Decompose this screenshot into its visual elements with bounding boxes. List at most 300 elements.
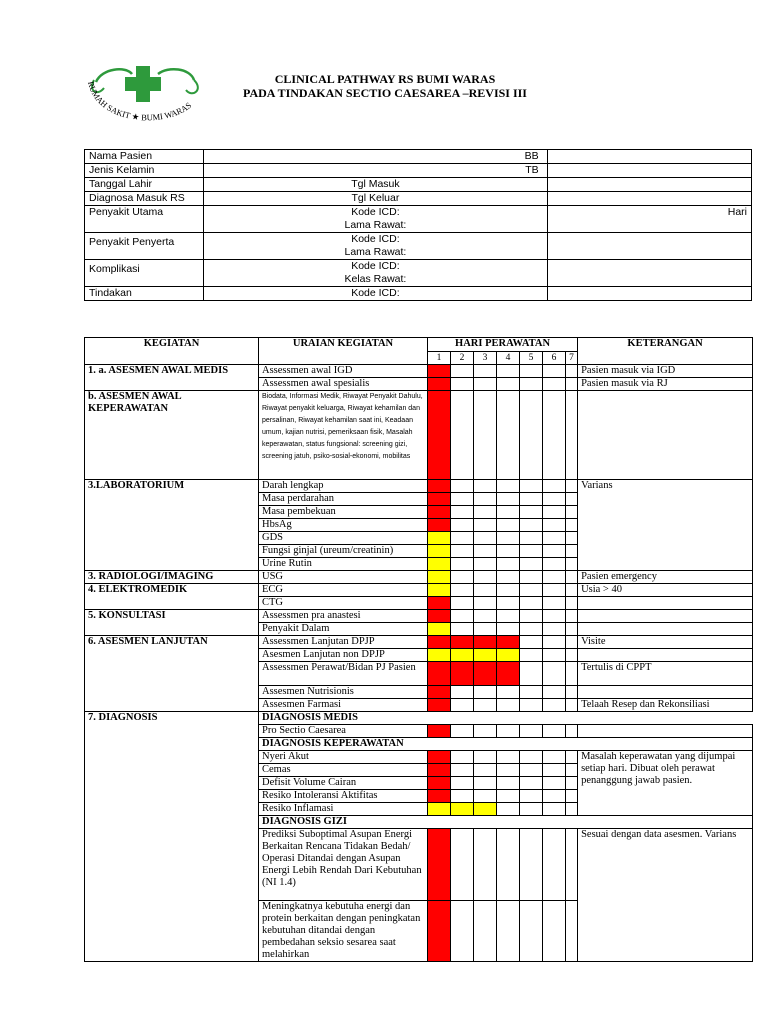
kegiatan-radiologi: 3. RADIOLOGI/IMAGING	[85, 571, 259, 584]
day-cell[interactable]	[428, 532, 451, 545]
label-tanggal-lahir: Tanggal Lahir	[85, 178, 204, 192]
logo-text: RUMAH SAKIT ★ BUMI WARAS	[85, 80, 194, 123]
uraian-cell: Cemas	[259, 764, 428, 777]
day-cell[interactable]	[497, 901, 520, 962]
day-cell[interactable]	[497, 623, 520, 636]
day-cell[interactable]	[497, 636, 520, 649]
day-cell[interactable]	[474, 365, 497, 378]
day-cell[interactable]	[497, 829, 520, 901]
day-cell[interactable]	[428, 493, 451, 506]
keterangan-cell: Pasien masuk via RJ	[578, 378, 753, 391]
day-cell[interactable]	[497, 584, 520, 597]
day-cell[interactable]	[451, 790, 474, 803]
day-cell[interactable]	[543, 584, 566, 597]
day-cell[interactable]	[543, 545, 566, 558]
keterangan-cell	[578, 597, 753, 610]
col-kegiatan: KEGIATAN	[85, 338, 259, 365]
table-row	[85, 164, 752, 178]
table-row	[85, 584, 753, 597]
label-jenis-kelamin: Jenis Kelamin	[85, 164, 204, 178]
keterangan-cell: Pasien masuk via IGD	[578, 365, 753, 378]
day-cell[interactable]	[451, 571, 474, 584]
uraian-cell: USG	[259, 571, 428, 584]
field-komplikasi[interactable]	[547, 260, 751, 287]
day-cell[interactable]	[428, 649, 451, 662]
day-cell[interactable]	[520, 493, 543, 506]
day-cell[interactable]	[497, 545, 520, 558]
day-cell[interactable]	[497, 725, 520, 738]
hospital-logo-icon	[82, 62, 208, 132]
day-cell[interactable]	[428, 545, 451, 558]
day-cell[interactable]	[428, 764, 451, 777]
label-kode-icd	[204, 260, 548, 287]
lama-rawat-text: Lama Rawat:	[344, 219, 407, 231]
day-cell[interactable]	[497, 699, 520, 712]
uraian-cell: Assessmen awal IGD	[259, 365, 428, 378]
day-cell[interactable]	[566, 558, 578, 571]
field-tb[interactable]	[547, 164, 751, 178]
uraian-cell: Biodata, Informasi Medik, Riwayat Penyakit Dahulu, Riwayat penyakit keluarga, Riwayat kehamilan dan persalinan, Riwayat kehamilan saat ini, Keadaan umum, kajian nutrisi, pemeriksaan fisik, Masalah keperawatan, status fungsional: screening gizi, screening jatuh, psiko-sosial-ekonomi, mobilitas	[259, 391, 428, 480]
kegiatan-asesmen-awal-medis: 1. a. ASESMEN AWAL MEDIS	[85, 365, 259, 391]
day-cell[interactable]	[566, 571, 578, 584]
day-cell[interactable]	[520, 751, 543, 764]
day-cell[interactable]	[497, 391, 520, 480]
day-cell[interactable]	[474, 597, 497, 610]
keterangan-cell: Pasien emergency	[578, 571, 753, 584]
day-cell[interactable]	[474, 901, 497, 962]
day-cell[interactable]	[566, 725, 578, 738]
day-cell[interactable]	[543, 519, 566, 532]
day-cell[interactable]	[497, 519, 520, 532]
day-cell[interactable]	[428, 901, 451, 962]
uraian-cell: Nyeri Akut	[259, 751, 428, 764]
day-cell[interactable]	[428, 686, 451, 699]
day-cell[interactable]	[451, 699, 474, 712]
day-cell[interactable]	[428, 725, 451, 738]
day-cell[interactable]	[520, 829, 543, 901]
day-cell[interactable]	[451, 636, 474, 649]
label-hari: Hari	[547, 206, 751, 233]
lama-rawat-text: Lama Rawat:	[344, 246, 407, 258]
day-cell[interactable]	[566, 532, 578, 545]
day-cell[interactable]	[543, 790, 566, 803]
day-cell[interactable]	[566, 662, 578, 686]
day-cell[interactable]	[474, 751, 497, 764]
uraian-cell: Penyakit Dalam	[259, 623, 428, 636]
day-cell[interactable]	[543, 506, 566, 519]
title-line-2: PADA TINDAKAN SECTIO CAESAREA –REVISI III	[243, 86, 527, 100]
day-cell[interactable]	[520, 662, 543, 686]
day-cell[interactable]	[520, 725, 543, 738]
day-cell[interactable]	[497, 532, 520, 545]
day-cell[interactable]	[520, 365, 543, 378]
keterangan-cell	[578, 649, 753, 662]
day-cell[interactable]	[451, 584, 474, 597]
day-cell[interactable]	[520, 519, 543, 532]
day-cell[interactable]	[474, 662, 497, 686]
uraian-cell: Asesmen Lanjutan non DPJP	[259, 649, 428, 662]
day-cell[interactable]	[520, 584, 543, 597]
label-diagnosa-masuk: Diagnosa Masuk RS	[85, 192, 204, 206]
label-penyakit-utama: Penyakit Utama	[85, 206, 204, 233]
uraian-cell: Assessmen pra anastesi	[259, 610, 428, 623]
day-cell[interactable]	[543, 803, 566, 816]
field-tgl-masuk[interactable]	[547, 178, 751, 192]
label-kode-icd	[204, 206, 548, 233]
day-cell[interactable]	[428, 365, 451, 378]
day-cell[interactable]	[497, 777, 520, 790]
keterangan-cell	[578, 610, 753, 623]
day-cell[interactable]	[520, 571, 543, 584]
day-cell[interactable]	[497, 751, 520, 764]
kode-icd-text: Kode ICD:	[351, 260, 400, 272]
day-cell[interactable]	[520, 480, 543, 493]
day-cell[interactable]	[566, 480, 578, 493]
day-cell[interactable]	[451, 506, 474, 519]
day-cell[interactable]	[520, 378, 543, 391]
day-cell[interactable]	[428, 480, 451, 493]
uraian-cell: Meningkatnya kebutuha energi dan protein berkaitan dengan peningkatan kebutuhan ditandai dengan pembedahan seksio sesarea saat melahirkan	[259, 901, 428, 962]
day-cell[interactable]	[451, 649, 474, 662]
day-cell[interactable]	[428, 777, 451, 790]
day-number: 5	[520, 352, 543, 365]
uraian-cell: HbsAg	[259, 519, 428, 532]
day-cell[interactable]	[520, 558, 543, 571]
title-line-1: CLINICAL PATHWAY RS BUMI WARAS	[274, 72, 496, 86]
day-cell[interactable]	[566, 803, 578, 816]
day-cell[interactable]	[543, 649, 566, 662]
day-cell[interactable]	[566, 365, 578, 378]
komplikasi-text: Komplikasi	[89, 263, 140, 275]
table-header-row	[85, 338, 753, 352]
day-cell[interactable]	[497, 597, 520, 610]
day-cell[interactable]	[543, 597, 566, 610]
section-diagnosis-gizi: DIAGNOSIS GIZI	[259, 816, 753, 829]
day-cell[interactable]	[474, 545, 497, 558]
field-bb[interactable]	[547, 150, 751, 164]
day-cell[interactable]	[520, 597, 543, 610]
day-cell[interactable]	[520, 777, 543, 790]
uraian-cell: Prediksi Suboptimal Asupan Energi Berkaitan Rencana Tidakan Bedah/ Operasi Ditandai dengan Asupan Energi Lebih Rendah Dari Kebutuhan (NI 1.4)	[259, 829, 428, 901]
day-cell[interactable]	[474, 506, 497, 519]
label-tb: TB	[204, 164, 548, 178]
day-cell[interactable]	[474, 584, 497, 597]
day-cell[interactable]	[428, 790, 451, 803]
day-cell[interactable]	[566, 391, 578, 480]
day-cell[interactable]	[520, 623, 543, 636]
day-cell[interactable]	[428, 829, 451, 901]
day-cell[interactable]	[497, 480, 520, 493]
day-cell[interactable]	[474, 649, 497, 662]
day-cell[interactable]	[566, 493, 578, 506]
day-cell[interactable]	[497, 790, 520, 803]
day-cell[interactable]	[451, 378, 474, 391]
day-cell[interactable]	[474, 519, 497, 532]
day-cell[interactable]	[474, 558, 497, 571]
day-cell[interactable]	[474, 699, 497, 712]
day-cell[interactable]	[474, 623, 497, 636]
day-cell[interactable]	[543, 686, 566, 699]
col-keterangan: KETERANGAN	[578, 338, 753, 365]
day-cell[interactable]	[451, 725, 474, 738]
day-cell[interactable]	[520, 764, 543, 777]
day-cell[interactable]	[543, 493, 566, 506]
label-tgl-keluar: Tgl Keluar	[204, 192, 548, 206]
uraian-cell: Pro Sectio Caesarea	[259, 725, 428, 738]
day-cell[interactable]	[451, 803, 474, 816]
day-cell[interactable]	[497, 378, 520, 391]
section-diagnosis-keperawatan: DIAGNOSIS KEPERAWATAN	[259, 738, 753, 751]
day-cell[interactable]	[451, 777, 474, 790]
day-cell[interactable]	[451, 532, 474, 545]
day-cell[interactable]	[497, 610, 520, 623]
day-cell[interactable]	[543, 829, 566, 901]
day-cell[interactable]	[566, 829, 578, 901]
day-cell[interactable]	[428, 623, 451, 636]
day-cell[interactable]	[474, 391, 497, 480]
col-hari-perawatan: HARI PERAWATAN	[428, 338, 578, 352]
uraian-cell: Masa perdarahan	[259, 493, 428, 506]
day-cell[interactable]	[497, 506, 520, 519]
day-cell[interactable]	[566, 519, 578, 532]
day-cell[interactable]	[543, 777, 566, 790]
day-cell[interactable]	[451, 623, 474, 636]
label-tgl-masuk: Tgl Masuk	[204, 178, 548, 192]
day-number: 3	[474, 352, 497, 365]
day-cell[interactable]	[566, 597, 578, 610]
field-tgl-keluar[interactable]	[547, 192, 751, 206]
day-cell[interactable]	[566, 378, 578, 391]
day-cell[interactable]	[520, 699, 543, 712]
label-kode-icd: Kode ICD:	[204, 287, 548, 301]
day-cell[interactable]	[543, 636, 566, 649]
clinical-pathway-table	[84, 337, 753, 962]
day-cell[interactable]	[451, 545, 474, 558]
day-cell[interactable]	[474, 493, 497, 506]
uraian-cell: Urine Rutin	[259, 558, 428, 571]
day-cell[interactable]	[428, 584, 451, 597]
day-cell[interactable]	[451, 610, 474, 623]
table-row	[85, 636, 753, 649]
keterangan-cell: Varians	[578, 480, 753, 571]
day-cell[interactable]	[520, 649, 543, 662]
day-cell[interactable]	[543, 532, 566, 545]
day-cell[interactable]	[520, 391, 543, 480]
day-cell[interactable]	[474, 725, 497, 738]
kegiatan-diagnosis: 7. DIAGNOSIS	[85, 712, 259, 962]
day-number: 2	[451, 352, 474, 365]
day-cell[interactable]	[543, 725, 566, 738]
day-cell[interactable]	[520, 506, 543, 519]
day-number: 4	[497, 352, 520, 365]
day-cell[interactable]	[428, 699, 451, 712]
day-cell[interactable]	[428, 571, 451, 584]
day-cell[interactable]	[497, 558, 520, 571]
day-cell[interactable]	[428, 662, 451, 686]
day-cell[interactable]	[428, 506, 451, 519]
field-tindakan[interactable]	[547, 287, 751, 301]
day-cell[interactable]	[497, 649, 520, 662]
day-cell[interactable]	[474, 378, 497, 391]
day-cell[interactable]	[543, 378, 566, 391]
day-cell[interactable]	[451, 391, 474, 480]
day-cell[interactable]	[543, 365, 566, 378]
penyakit-penyerta-text: Penyakit Penyerta	[89, 236, 175, 248]
table-row	[85, 192, 752, 206]
day-cell[interactable]	[497, 764, 520, 777]
day-cell[interactable]	[474, 686, 497, 699]
day-cell[interactable]	[566, 751, 578, 764]
document-title	[200, 72, 570, 100]
day-cell[interactable]	[474, 777, 497, 790]
day-cell[interactable]	[520, 636, 543, 649]
day-cell[interactable]	[428, 803, 451, 816]
day-cell[interactable]	[566, 790, 578, 803]
day-cell[interactable]	[497, 571, 520, 584]
day-cell[interactable]	[543, 662, 566, 686]
day-cell[interactable]	[497, 662, 520, 686]
table-row	[85, 610, 753, 623]
day-cell[interactable]	[566, 777, 578, 790]
day-cell[interactable]	[566, 649, 578, 662]
day-cell[interactable]	[451, 829, 474, 901]
day-cell[interactable]	[520, 545, 543, 558]
day-cell[interactable]	[428, 597, 451, 610]
day-cell[interactable]	[566, 764, 578, 777]
day-cell[interactable]	[451, 662, 474, 686]
day-cell[interactable]	[566, 610, 578, 623]
day-cell[interactable]	[451, 480, 474, 493]
label-tindakan: Tindakan	[85, 287, 204, 301]
kegiatan-laboratorium: 3.LABORATORIUM	[85, 480, 259, 571]
day-cell[interactable]	[566, 901, 578, 962]
table-row	[85, 150, 752, 164]
day-cell[interactable]	[543, 623, 566, 636]
day-cell[interactable]	[520, 790, 543, 803]
day-cell[interactable]	[543, 480, 566, 493]
day-cell[interactable]	[566, 623, 578, 636]
day-cell[interactable]	[451, 901, 474, 962]
day-cell[interactable]	[428, 519, 451, 532]
label-penyakit-penyerta	[85, 233, 204, 260]
uraian-cell: ECG	[259, 584, 428, 597]
day-cell[interactable]	[566, 686, 578, 699]
uraian-cell: CTG	[259, 597, 428, 610]
table-row	[85, 480, 753, 493]
day-cell[interactable]	[566, 584, 578, 597]
day-cell[interactable]	[451, 365, 474, 378]
label-kode-icd	[204, 233, 548, 260]
day-cell[interactable]	[474, 610, 497, 623]
uraian-cell: Defisit Volume Cairan	[259, 777, 428, 790]
day-cell[interactable]	[428, 751, 451, 764]
field-penyakit-penyerta[interactable]	[547, 233, 751, 260]
patient-info-table	[84, 149, 752, 301]
day-cell[interactable]	[520, 532, 543, 545]
day-cell[interactable]	[428, 636, 451, 649]
day-cell[interactable]	[520, 901, 543, 962]
day-number: 6	[543, 352, 566, 365]
day-cell[interactable]	[451, 558, 474, 571]
day-cell[interactable]	[451, 686, 474, 699]
keterangan-cell	[578, 686, 753, 699]
day-cell[interactable]	[543, 901, 566, 962]
day-cell[interactable]	[520, 803, 543, 816]
day-cell[interactable]	[543, 764, 566, 777]
day-cell[interactable]	[474, 764, 497, 777]
table-row	[85, 206, 752, 233]
day-cell[interactable]	[474, 532, 497, 545]
uraian-cell: GDS	[259, 532, 428, 545]
keterangan-cell	[578, 391, 753, 480]
day-cell[interactable]	[428, 378, 451, 391]
day-cell[interactable]	[428, 610, 451, 623]
kegiatan-konsultasi: 5. KONSULTASI	[85, 610, 259, 636]
keterangan-cell: Sesuai dengan data asesmen. Varians	[578, 829, 753, 962]
uraian-cell: Fungsi ginjal (ureum/creatinin)	[259, 545, 428, 558]
day-cell[interactable]	[566, 545, 578, 558]
day-cell[interactable]	[543, 391, 566, 480]
keterangan-cell: Usia > 40	[578, 584, 753, 597]
day-cell[interactable]	[543, 571, 566, 584]
day-cell[interactable]	[474, 803, 497, 816]
table-row	[85, 712, 753, 725]
table-row	[85, 365, 753, 378]
keterangan-cell	[578, 725, 753, 738]
day-cell[interactable]	[451, 597, 474, 610]
day-cell[interactable]	[474, 480, 497, 493]
day-cell[interactable]	[566, 636, 578, 649]
day-number: 7	[566, 352, 578, 365]
uraian-cell: Assessmen Lanjutan DPJP	[259, 636, 428, 649]
keterangan-cell: Telaah Resep dan Rekonsiliasi	[578, 699, 753, 712]
uraian-cell: Resiko Inflamasi	[259, 803, 428, 816]
day-cell[interactable]	[520, 610, 543, 623]
day-cell[interactable]	[566, 506, 578, 519]
uraian-cell: Assessmen Perawat/Bidan PJ Pasien	[259, 662, 428, 686]
day-cell[interactable]	[497, 493, 520, 506]
day-cell[interactable]	[566, 699, 578, 712]
day-cell[interactable]	[451, 519, 474, 532]
keterangan-cell: Tertulis di CPPT	[578, 662, 753, 686]
day-cell[interactable]	[428, 558, 451, 571]
day-cell[interactable]	[428, 391, 451, 480]
day-cell[interactable]	[543, 610, 566, 623]
day-cell[interactable]	[451, 751, 474, 764]
keterangan-cell: Masalah keperawatan yang dijumpai setiap hari. Dibuat oleh perawat penanggung jawab pasien.	[578, 751, 753, 816]
day-cell[interactable]	[543, 751, 566, 764]
day-cell[interactable]	[474, 829, 497, 901]
uraian-cell: Assesmen Farmasi	[259, 699, 428, 712]
day-cell[interactable]	[474, 790, 497, 803]
kode-icd-text: Kode ICD:	[351, 206, 400, 218]
uraian-cell: Darah lengkap	[259, 480, 428, 493]
day-cell[interactable]	[497, 686, 520, 699]
day-cell[interactable]	[474, 636, 497, 649]
table-row	[85, 233, 752, 260]
day-cell[interactable]	[474, 571, 497, 584]
label-nama-pasien: Nama Pasien	[85, 150, 204, 164]
day-cell[interactable]	[451, 493, 474, 506]
keterangan-cell	[578, 623, 753, 636]
day-cell[interactable]	[543, 558, 566, 571]
day-cell[interactable]	[543, 699, 566, 712]
day-cell[interactable]	[451, 764, 474, 777]
day-cell[interactable]	[520, 686, 543, 699]
kegiatan-elektromedik: 4. ELEKTROMEDIK	[85, 584, 259, 610]
day-cell[interactable]	[497, 365, 520, 378]
day-cell[interactable]	[497, 803, 520, 816]
